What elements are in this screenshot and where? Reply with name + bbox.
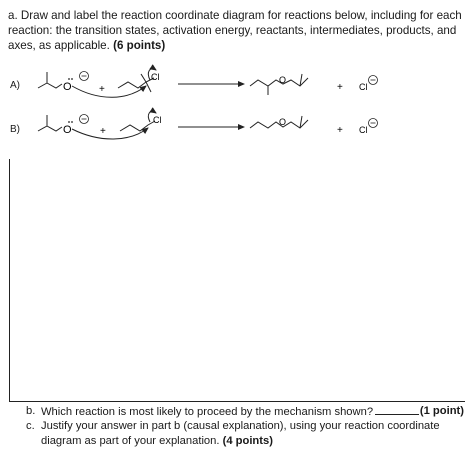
reaction-b (38, 112, 308, 139)
reaction-a-methyl-1 (141, 74, 146, 82)
question-c-tag: c. (26, 420, 35, 433)
reaction-b-lone-pairs-2 (71, 121, 73, 123)
reaction-a-cl-reactant: Cl (151, 72, 160, 82)
question-b (26, 404, 466, 419)
reaction-b-plus-1: + (100, 126, 106, 137)
question-a-text: a. Draw and label the reaction coordinate diagram for reactions below, including for each reaction: the transition states, activation energy, reactants, intermediates, products, and axes, as applicable. (8, 9, 462, 53)
reaction-a-plus-2: + (337, 82, 343, 93)
reaction-a-oxygen: O (63, 81, 72, 93)
reaction-a (38, 69, 308, 98)
question-c (26, 419, 466, 448)
reaction-b-electrophile-skeleton (120, 121, 155, 131)
answer-blank[interactable] (375, 404, 419, 415)
reaction-a-cl-product: Cl (359, 82, 368, 92)
questions-bc (26, 404, 466, 448)
reaction-a-plus-1: + (99, 84, 105, 95)
reaction-b-label: B) (10, 124, 20, 135)
reaction-a-lone-pairs-2 (71, 78, 73, 80)
reaction-a-nucleophile-skeleton (38, 72, 62, 88)
reaction-b-cl-product: Cl (359, 125, 368, 135)
reaction-a-label: A) (10, 80, 20, 91)
reaction-b-plus-2: + (337, 125, 343, 136)
reaction-b-oxygen: O (63, 124, 72, 136)
reaction-schemes (0, 0, 474, 160)
reaction-b-lone-pairs (68, 121, 70, 123)
question-b-tag: b. (26, 405, 36, 417)
reaction-a-methyl-2 (146, 82, 151, 92)
question-b-text: Which reaction is most likely to proceed by the mechanism shown? (41, 406, 374, 418)
reaction-b-cl-reactant: Cl (153, 115, 162, 125)
question-c-text: Justify your answer in part b (causal explanation), using your reaction coordinate diagram as part of your explanation. (41, 420, 440, 447)
question-a-points: (6 points) (113, 39, 166, 53)
question-c-points: (4 points) (222, 434, 273, 447)
reaction-b-product-oxygen: O (279, 117, 287, 127)
reaction-b-nucleophile-skeleton (38, 115, 62, 131)
reaction-b-curved-arrow (72, 128, 148, 139)
reaction-a-product-oxygen: O (279, 75, 287, 85)
diagram-drawing-area[interactable] (9, 159, 465, 402)
question-b-points: (1 point) (419, 405, 464, 417)
reaction-a-lone-pairs (68, 78, 70, 80)
reaction-a-curved-arrow (72, 86, 146, 97)
